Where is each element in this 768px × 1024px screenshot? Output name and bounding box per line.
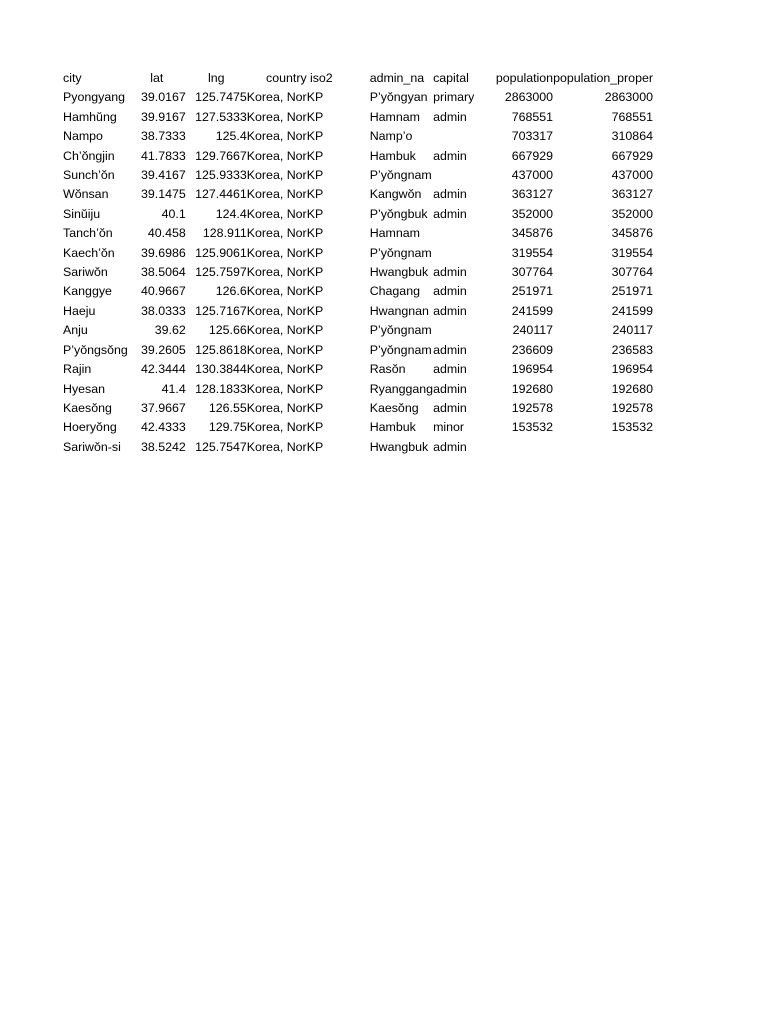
cell-country[interactable]: Korea, Nor [246, 323, 307, 338]
cell-empty[interactable] [333, 147, 370, 166]
cell-city[interactable]: Tanch’ŏn [63, 226, 113, 241]
cell-capital[interactable]: admin [433, 362, 467, 377]
cell-city[interactable]: Hamhŭng [63, 109, 117, 124]
table-row [63, 282, 653, 301]
cell-population-proper[interactable] [553, 438, 653, 457]
cell-lng[interactable]: 125.8618 [195, 342, 247, 357]
cell-country[interactable]: Korea, Nor [246, 362, 307, 377]
cell-lng[interactable]: 129.75 [208, 420, 247, 435]
cell-lat[interactable]: 39.4167 [140, 168, 186, 183]
cell-lng[interactable]: 127.4461 [195, 187, 247, 202]
cell-country[interactable]: Korea, Nor [246, 265, 307, 280]
cell-capital[interactable]: admin [433, 284, 467, 299]
table-row [63, 341, 653, 360]
cell-admin-name[interactable]: Rasŏn [369, 362, 406, 377]
cell-population-proper[interactable]: 2863000 [604, 90, 653, 105]
table-row [63, 147, 653, 166]
cell-country[interactable]: Korea, Nor [246, 439, 307, 454]
cell-capital[interactable]: admin [433, 303, 467, 318]
cell-country[interactable]: Korea, Nor [246, 129, 307, 144]
cell-admin-name[interactable]: Chagang [369, 284, 420, 299]
cell-population[interactable]: 352000 [511, 206, 554, 221]
cell-lat[interactable]: 39.0167 [140, 90, 186, 105]
cell-lng[interactable]: 125.7167 [195, 303, 247, 318]
cell-admin-name[interactable]: P’yŏngbuk [369, 206, 428, 221]
cell-city[interactable]: Rajin [63, 362, 92, 377]
cell-lat[interactable]: 37.9667 [140, 400, 186, 415]
cell-admin-name[interactable]: Hwangbuk [369, 439, 429, 454]
cell-admin-name[interactable]: Hamnam [369, 109, 420, 124]
cell-iso2[interactable]: KP [306, 323, 324, 338]
cell-city[interactable]: Hoeryŏng [63, 420, 117, 435]
cell-lat[interactable]: 40.9667 [140, 284, 186, 299]
cell-capital[interactable] [433, 244, 492, 263]
cell-population-proper[interactable]: 192578 [611, 400, 653, 415]
cell-empty[interactable] [333, 127, 370, 146]
cell-city[interactable]: Anju [63, 323, 88, 338]
cell-lng[interactable]: 127.5333 [195, 109, 247, 124]
cell-admin-name[interactable]: Hambuk [369, 148, 416, 163]
cell-city[interactable]: Pyongyang [63, 90, 126, 105]
cell-lat[interactable]: 41.4 [161, 381, 186, 396]
cell-population[interactable]: 363127 [511, 187, 554, 202]
cell-population[interactable]: 2863000 [504, 90, 554, 105]
spreadsheet-table [63, 69, 653, 457]
cell-lng[interactable]: 129.7667 [195, 148, 247, 163]
cell-lng[interactable]: 125.7547 [195, 439, 247, 454]
cell-population-proper[interactable]: 251971 [611, 284, 653, 299]
cell-lat[interactable]: 39.1475 [140, 187, 186, 202]
cell-population[interactable]: 319554 [511, 245, 554, 260]
cell-iso2[interactable]: KP [306, 342, 324, 357]
cell-capital[interactable] [433, 321, 492, 340]
cell-iso2[interactable]: KP [306, 109, 324, 124]
cell-population[interactable]: 236609 [511, 342, 554, 357]
cell-population-proper[interactable]: 363127 [611, 187, 653, 202]
cell-population-proper[interactable]: 241599 [611, 303, 653, 318]
cell-lat[interactable]: 40.458 [147, 226, 186, 241]
cell-capital[interactable]: admin [433, 381, 467, 396]
cell-iso2[interactable]: KP [306, 226, 324, 241]
cell-lng[interactable]: 125.9061 [195, 245, 247, 260]
cell-empty[interactable] [333, 224, 370, 243]
cell-lat[interactable]: 39.2605 [140, 342, 186, 357]
header-lat[interactable]: lat [150, 71, 164, 85]
cell-city[interactable]: Kaesŏng [63, 400, 112, 415]
cell-iso2[interactable]: KP [306, 245, 324, 260]
cell-lng[interactable]: 125.4 [215, 129, 247, 144]
cell-country[interactable]: Korea, Nor [246, 342, 307, 357]
cell-country[interactable]: Korea, Nor [246, 90, 307, 105]
cell-empty[interactable] [333, 108, 370, 127]
cell-lng[interactable]: 125.7475 [195, 90, 247, 105]
cell-country[interactable]: Korea, Nor [246, 206, 307, 221]
cell-population-proper[interactable]: 768551 [611, 109, 653, 124]
cell-population-proper[interactable]: 196954 [611, 362, 653, 377]
table-row [63, 205, 653, 224]
header-population-proper[interactable]: population_proper [553, 71, 653, 85]
cell-lng[interactable]: 125.7597 [195, 265, 247, 280]
cell-lat[interactable]: 38.7333 [140, 129, 186, 144]
cell-admin-name[interactable]: P’yŏngnam [369, 323, 432, 338]
cell-iso2[interactable]: KP [306, 439, 324, 454]
cell-empty[interactable] [333, 341, 370, 360]
cell-capital[interactable]: admin [433, 109, 467, 124]
cell-country[interactable]: Korea, Nor [246, 381, 307, 396]
cell-empty[interactable] [333, 380, 370, 399]
header-admin-name[interactable]: admin_na [369, 71, 425, 85]
cell-city[interactable]: P’yŏngsŏng [63, 342, 128, 357]
cell-admin-name[interactable]: Hamnam [369, 226, 420, 241]
table-body [63, 69, 653, 457]
cell-empty[interactable] [333, 302, 370, 321]
cell-capital[interactable] [433, 166, 492, 185]
cell-population[interactable] [492, 438, 553, 457]
cell-iso2[interactable]: KP [306, 362, 324, 377]
cell-city[interactable]: Hyesan [63, 381, 106, 396]
cell-capital[interactable]: primary [433, 90, 475, 105]
cell-lat[interactable]: 38.0333 [140, 303, 186, 318]
cell-population-proper[interactable]: 667929 [611, 148, 653, 163]
cell-admin-name[interactable]: Hwangbuk [369, 265, 429, 280]
table-row [63, 438, 653, 457]
cell-iso2[interactable]: KP [306, 187, 324, 202]
cell-population[interactable]: 192680 [511, 381, 554, 396]
cell-population[interactable]: 437000 [511, 168, 554, 183]
cell-iso2[interactable]: KP [306, 420, 324, 435]
cell-iso2[interactable]: KP [306, 206, 324, 221]
header-country[interactable]: country [266, 71, 307, 85]
table-row [63, 399, 653, 418]
cell-lat[interactable]: 40.1 [161, 206, 186, 221]
cell-population[interactable]: 307764 [511, 265, 554, 280]
cell-admin-name[interactable]: Kaesŏng [369, 400, 419, 415]
cell-empty[interactable] [333, 360, 370, 379]
table-row [63, 418, 653, 437]
table-row [63, 380, 653, 399]
cell-empty[interactable] [333, 88, 370, 107]
cell-population-proper[interactable]: 192680 [611, 381, 653, 396]
cell-empty[interactable] [333, 321, 370, 340]
cell-empty[interactable] [333, 438, 370, 457]
cell-iso2[interactable]: KP [306, 303, 324, 318]
header-iso2[interactable]: iso2 [309, 71, 333, 85]
cell-lat[interactable]: 39.6986 [140, 245, 186, 260]
cell-lat[interactable]: 42.3444 [140, 362, 186, 377]
cell-population-proper[interactable]: 236583 [611, 342, 653, 357]
cell-country[interactable]: Korea, Nor [246, 420, 307, 435]
cell-country[interactable]: Korea, Nor [246, 168, 307, 183]
cell-admin-name[interactable]: Ryanggang [369, 381, 434, 396]
cell-lng[interactable]: 125.9333 [195, 168, 247, 183]
cell-lat[interactable]: 39.62 [154, 323, 186, 338]
cell-population-proper[interactable]: 307764 [611, 265, 653, 280]
cell-population[interactable]: 703317 [511, 129, 554, 144]
cell-city[interactable]: Kanggye [63, 284, 112, 299]
cell-empty[interactable] [333, 205, 370, 224]
cell-empty[interactable] [333, 263, 370, 282]
cell-iso2[interactable]: KP [306, 381, 324, 396]
cell-lat[interactable]: 38.5242 [140, 439, 186, 454]
cell-country[interactable]: Korea, Nor [246, 303, 307, 318]
cell-country[interactable]: Korea, Nor [246, 226, 307, 241]
cell-admin-name[interactable]: Namp’o [369, 129, 413, 144]
cell-lng[interactable]: 125.66 [208, 323, 247, 338]
cell-iso2[interactable]: KP [306, 265, 324, 280]
cell-population-proper[interactable]: 310864 [611, 129, 653, 144]
cell-capital[interactable]: admin [433, 206, 467, 221]
cell-country[interactable]: Korea, Nor [246, 245, 307, 260]
cell-city[interactable]: Haeju [63, 303, 96, 318]
cell-capital[interactable]: admin [433, 400, 467, 415]
table-row [63, 88, 653, 107]
header-capital[interactable]: capital [433, 71, 469, 85]
cell-population-proper[interactable]: 352000 [611, 206, 653, 221]
table-row [63, 360, 653, 379]
table-row [63, 127, 653, 146]
cell-population[interactable]: 192578 [511, 400, 554, 415]
cell-lat[interactable]: 42.4333 [140, 420, 186, 435]
cell-population[interactable]: 251971 [511, 284, 554, 299]
cell-empty[interactable] [333, 282, 370, 301]
cell-capital[interactable]: admin [433, 187, 467, 202]
cell-city[interactable]: Nampo [63, 129, 103, 144]
cell-capital[interactable]: admin [433, 265, 467, 280]
cell-iso2[interactable]: KP [306, 400, 324, 415]
cell-population-proper[interactable]: 240117 [612, 323, 653, 338]
header-lng[interactable]: lng [207, 71, 225, 85]
cell-admin-name[interactable]: P’yŏngnam [369, 342, 432, 357]
cell-country[interactable]: Korea, Nor [246, 109, 307, 124]
table-row [63, 224, 653, 243]
table-row [63, 108, 653, 127]
cell-country[interactable]: Korea, Nor [246, 400, 307, 415]
cell-city[interactable]: Sariwŏn-si [63, 439, 121, 454]
cell-empty[interactable] [333, 399, 370, 418]
cell-capital[interactable]: minor [433, 420, 465, 435]
cell-population[interactable]: 345876 [511, 226, 554, 241]
cell-population[interactable]: 768551 [511, 109, 554, 124]
cell-admin-name[interactable]: Hwangnan [369, 303, 429, 318]
cell-population-proper[interactable]: 345876 [611, 226, 653, 241]
cell-admin-name[interactable]: P’yŏngnam [369, 168, 432, 183]
cell-population[interactable]: 153532 [511, 420, 554, 435]
header-city[interactable]: city [63, 71, 82, 85]
cell-lng[interactable]: 126.6 [215, 284, 247, 299]
cell-city[interactable]: Kaech’ŏn [63, 245, 115, 260]
cell-population-proper[interactable]: 153532 [611, 420, 653, 435]
table-row [63, 185, 653, 204]
table-row [63, 166, 653, 185]
cell-lng[interactable]: 126.55 [208, 400, 247, 415]
cell-lng[interactable]: 124.4 [215, 206, 247, 221]
cell-lng[interactable]: 130.3844 [195, 362, 247, 377]
cell-population[interactable]: 240117 [512, 323, 554, 338]
cell-iso2[interactable]: KP [306, 284, 324, 299]
cell-city[interactable]: Ch’ŏngjin [63, 148, 115, 163]
cell-country[interactable]: Korea, Nor [246, 187, 307, 202]
cell-population-proper[interactable]: 319554 [611, 245, 653, 260]
cell-city[interactable]: Wŏnsan [63, 187, 109, 202]
cell-admin-name[interactable]: Kangwŏn [369, 187, 422, 202]
cell-admin-name[interactable]: P’yŏngnam [369, 245, 432, 260]
table-row [63, 244, 653, 263]
cell-population[interactable]: 667929 [511, 148, 554, 163]
cell-lat[interactable]: 38.5064 [140, 265, 186, 280]
cell-capital[interactable]: admin [433, 148, 467, 163]
cell-city[interactable]: Sunch’ŏn [63, 168, 115, 183]
cell-city[interactable]: Sariwŏn [63, 265, 108, 280]
header-row [63, 69, 653, 88]
cell-admin-name[interactable]: P’yŏngyan [369, 90, 428, 105]
cell-population[interactable]: 241599 [511, 303, 554, 318]
cell-country[interactable]: Korea, Nor [246, 148, 307, 163]
cell-lat[interactable]: 39.9167 [140, 109, 186, 124]
cell-capital[interactable]: admin [433, 439, 467, 454]
table-row [63, 302, 653, 321]
cell-lat[interactable]: 41.7833 [140, 148, 186, 163]
header-population[interactable]: population [495, 71, 554, 85]
cell-empty[interactable] [333, 166, 370, 185]
cell-empty[interactable] [333, 418, 370, 437]
cell-population[interactable]: 196954 [511, 362, 554, 377]
cell-capital[interactable]: admin [433, 342, 467, 357]
header-empty[interactable] [333, 69, 370, 88]
cell-lng[interactable]: 128.911 [202, 226, 247, 241]
table-row [63, 321, 653, 340]
cell-iso2[interactable]: KP [306, 168, 324, 183]
table-row [63, 263, 653, 282]
cell-population-proper[interactable]: 437000 [611, 168, 653, 183]
cell-capital[interactable] [433, 224, 492, 243]
cell-lng[interactable]: 128.1833 [195, 381, 247, 396]
cell-capital[interactable] [433, 127, 492, 146]
cell-iso2[interactable]: KP [306, 148, 324, 163]
cell-iso2[interactable]: KP [306, 90, 324, 105]
cell-empty[interactable] [333, 185, 370, 204]
cell-empty[interactable] [333, 244, 370, 263]
cell-iso2[interactable]: KP [306, 129, 324, 144]
cell-admin-name[interactable]: Hambuk [369, 420, 416, 435]
cell-country[interactable]: Korea, Nor [246, 284, 307, 299]
cell-city[interactable]: Sinŭiju [63, 206, 101, 221]
